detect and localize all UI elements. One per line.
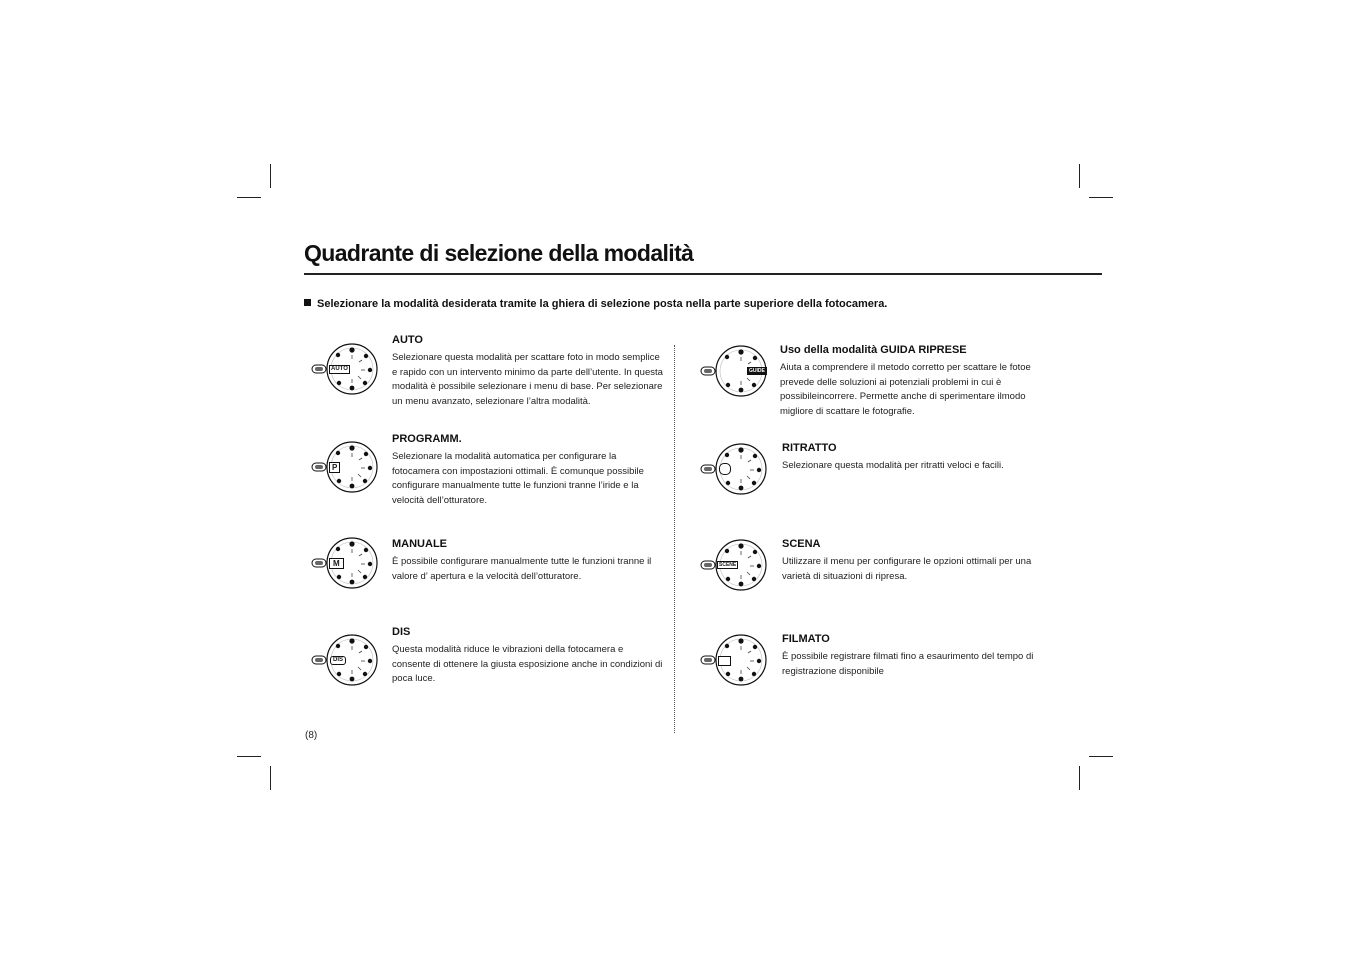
bullet-square-icon [304, 299, 311, 306]
mode-heading: SCENA [782, 538, 821, 550]
mode-dial-auto-icon [312, 341, 382, 397]
mode-dial-program-icon [312, 439, 382, 495]
dial-selected-label: DIS [330, 656, 346, 665]
mode-description: Selezionare la modalità automatica per configurare la fotocamera con impostazioni ottimali. È comunque possibile configurare manualmente tutte le funzioni tranne l’iride e la velocità dell’otturatore. [392, 451, 644, 506]
dial-selected-label: GUIDE [749, 368, 765, 374]
mode-heading: MANUALE [392, 538, 447, 550]
mode-dial-movie-icon [701, 632, 771, 688]
mode-description: È possibile registrare filmati fino a esaurimento del tempo di registrazione disponibile [782, 651, 1034, 677]
mode-heading: DIS [392, 626, 411, 638]
mode-heading: RITRATTO [782, 442, 837, 454]
crop-mark [1079, 164, 1080, 188]
mode-description: Aiuta a comprendere il metodo corretto per scattare le fotoe prevede delle soluzioni ai potenziali problemi in cui è possibileincorrere. Permette anche di sperimentare ilmodo migliore di scattare le fotografie. [780, 362, 1031, 417]
dial-portrait-glyph [719, 463, 731, 475]
column-divider [674, 345, 675, 733]
crop-mark [237, 756, 261, 757]
mode-dial-manual-icon [312, 535, 382, 591]
mode-heading: AUTO [392, 334, 423, 346]
mode-heading: Uso della modalità GUIDA RIPRESE [780, 344, 967, 356]
mode-entry-manual [392, 538, 664, 584]
mode-entry-auto [392, 334, 664, 409]
dial-selected-label: M [329, 558, 344, 569]
mode-description: Selezionare questa modalità per scattare foto in modo semplice e rapido con un intervento minimo da parte dell’utente. In questa modalità è possibile selezionare i menu di base. Per selezionare un menu avanzato, selezionare l’altra modalità. [392, 352, 663, 407]
crop-mark [1079, 766, 1080, 790]
dial-selected-label: P [329, 462, 340, 473]
mode-entry-guide [780, 344, 1042, 419]
crop-mark [270, 766, 271, 790]
crop-mark [270, 164, 271, 188]
mode-description: Questa modalità riduce le vibrazioni della fotocamera e consente di ottenere la giusta esposizione anche in condizioni di poca luce. [392, 644, 663, 684]
mode-heading: PROGRAMM. [392, 433, 462, 445]
title-rule [304, 273, 1102, 275]
mode-description: Utilizzare il menu per configurare le opzioni ottimali per una varietà di situazioni di ripresa. [782, 556, 1032, 582]
mode-entry-portrait [782, 442, 1044, 474]
mode-entry-dis [392, 626, 664, 687]
dial-selected-label: AUTO [331, 366, 348, 372]
mode-entry-scene [782, 538, 1044, 584]
mode-heading: FILMATO [782, 633, 830, 645]
dial-movie-glyph [718, 656, 731, 666]
mode-description: Selezionare questa modalità per ritratti veloci e facili. [782, 460, 1004, 471]
mode-dial-scene-icon [701, 537, 771, 593]
crop-mark [1089, 197, 1113, 198]
mode-description: È possibile configurare manualmente tutte le funzioni tranne il valore d’ apertura e la velocità dell’otturatore. [392, 556, 652, 582]
crop-mark [1089, 756, 1113, 757]
mode-dial-portrait-icon [701, 441, 771, 497]
mode-entry-movie [782, 633, 1044, 679]
mode-entry-program [392, 433, 664, 508]
page-title: Quadrante di selezione della modalità [304, 240, 694, 266]
crop-mark [237, 197, 261, 198]
mode-dial-dis-icon [312, 632, 382, 688]
dial-selected-label: SCENE [719, 562, 737, 568]
page-number: (8) [305, 730, 318, 741]
mode-dial-guide-icon [701, 343, 771, 399]
intro-line [304, 298, 887, 310]
intro-text: Selezionare la modalità desiderata tramite la ghiera di selezione posta nella parte superiore della fotocamera. [317, 298, 888, 310]
